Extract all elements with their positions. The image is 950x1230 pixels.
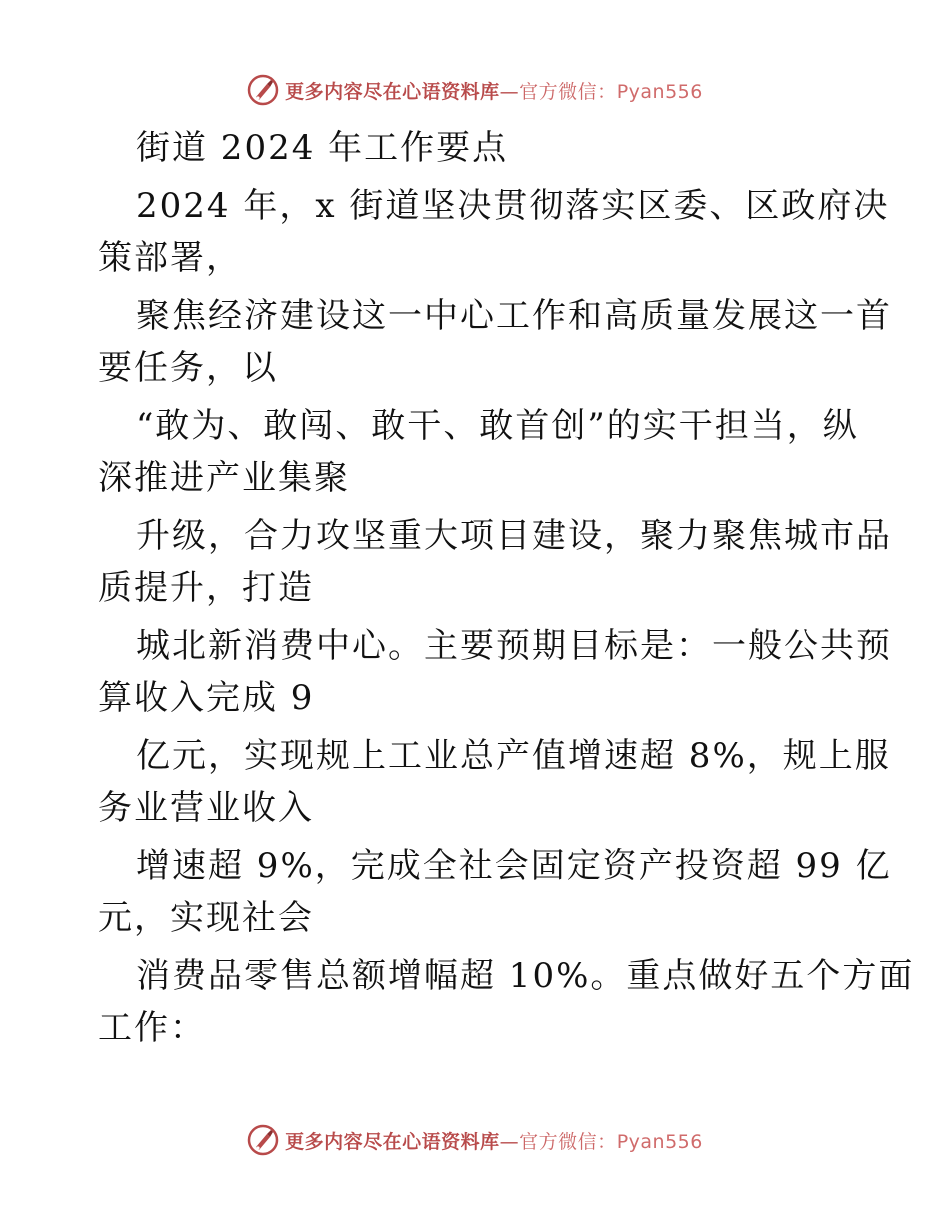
footer-watermark — [0, 1122, 950, 1158]
paragraph-line: 工作： — [98, 1008, 206, 1048]
watermark-wechat-id: Pyan556 — [616, 1130, 703, 1153]
watermark-wechat-label: 官方微信： — [519, 80, 617, 103]
document-body — [98, 122, 915, 1054]
pen-nib-logo-icon — [247, 74, 279, 106]
document-title: 街道 2024 年工作要点 — [136, 128, 509, 168]
watermark-text — [285, 1127, 703, 1154]
watermark-brand: 更多内容尽在心语资料库 — [285, 1130, 500, 1153]
watermark-separator: — — [499, 1130, 520, 1153]
paragraph-line: “敢为、敢闯、敢干、敢首创”的实干担当，纵 — [136, 406, 859, 446]
paragraph-line: 城北新消费中心。主要预期目标是：一般公共预 — [136, 626, 892, 666]
paragraph-line: 算收入完成 9 — [98, 678, 315, 718]
paragraph-line: 元，实现社会 — [98, 898, 314, 938]
watermark-text — [285, 77, 703, 104]
paragraph-line: 增速超 9%，完成全社会固定资产投资超 99 亿 — [136, 846, 892, 886]
paragraph-line: 要任务，以 — [98, 348, 278, 388]
paragraph-line: 消费品零售总额增幅超 10%。重点做好五个方面 — [136, 956, 915, 996]
paragraph-line: 务业营业收入 — [98, 788, 314, 828]
watermark-wechat-label: 官方微信： — [519, 1130, 617, 1153]
paragraph-line: 2024 年，x 街道坚决贯彻落实区委、区政府决 — [136, 186, 890, 226]
watermark-brand: 更多内容尽在心语资料库 — [285, 80, 500, 103]
watermark-separator: — — [499, 80, 520, 103]
header-watermark — [0, 72, 950, 108]
watermark-wechat-id: Pyan556 — [616, 80, 703, 103]
paragraph-line: 深推进产业集聚 — [98, 458, 350, 498]
paragraph-line: 聚焦经济建设这一中心工作和高质量发展这一首 — [136, 296, 892, 336]
paragraph-line: 质提升，打造 — [98, 568, 314, 608]
paragraph-line: 升级，合力攻坚重大项目建设，聚力聚焦城市品 — [136, 516, 892, 556]
pen-nib-logo-icon — [247, 1124, 279, 1156]
paragraph-line: 亿元，实现规上工业总产值增速超 8%，规上服 — [136, 736, 891, 776]
paragraph-line: 策部署， — [98, 238, 242, 278]
